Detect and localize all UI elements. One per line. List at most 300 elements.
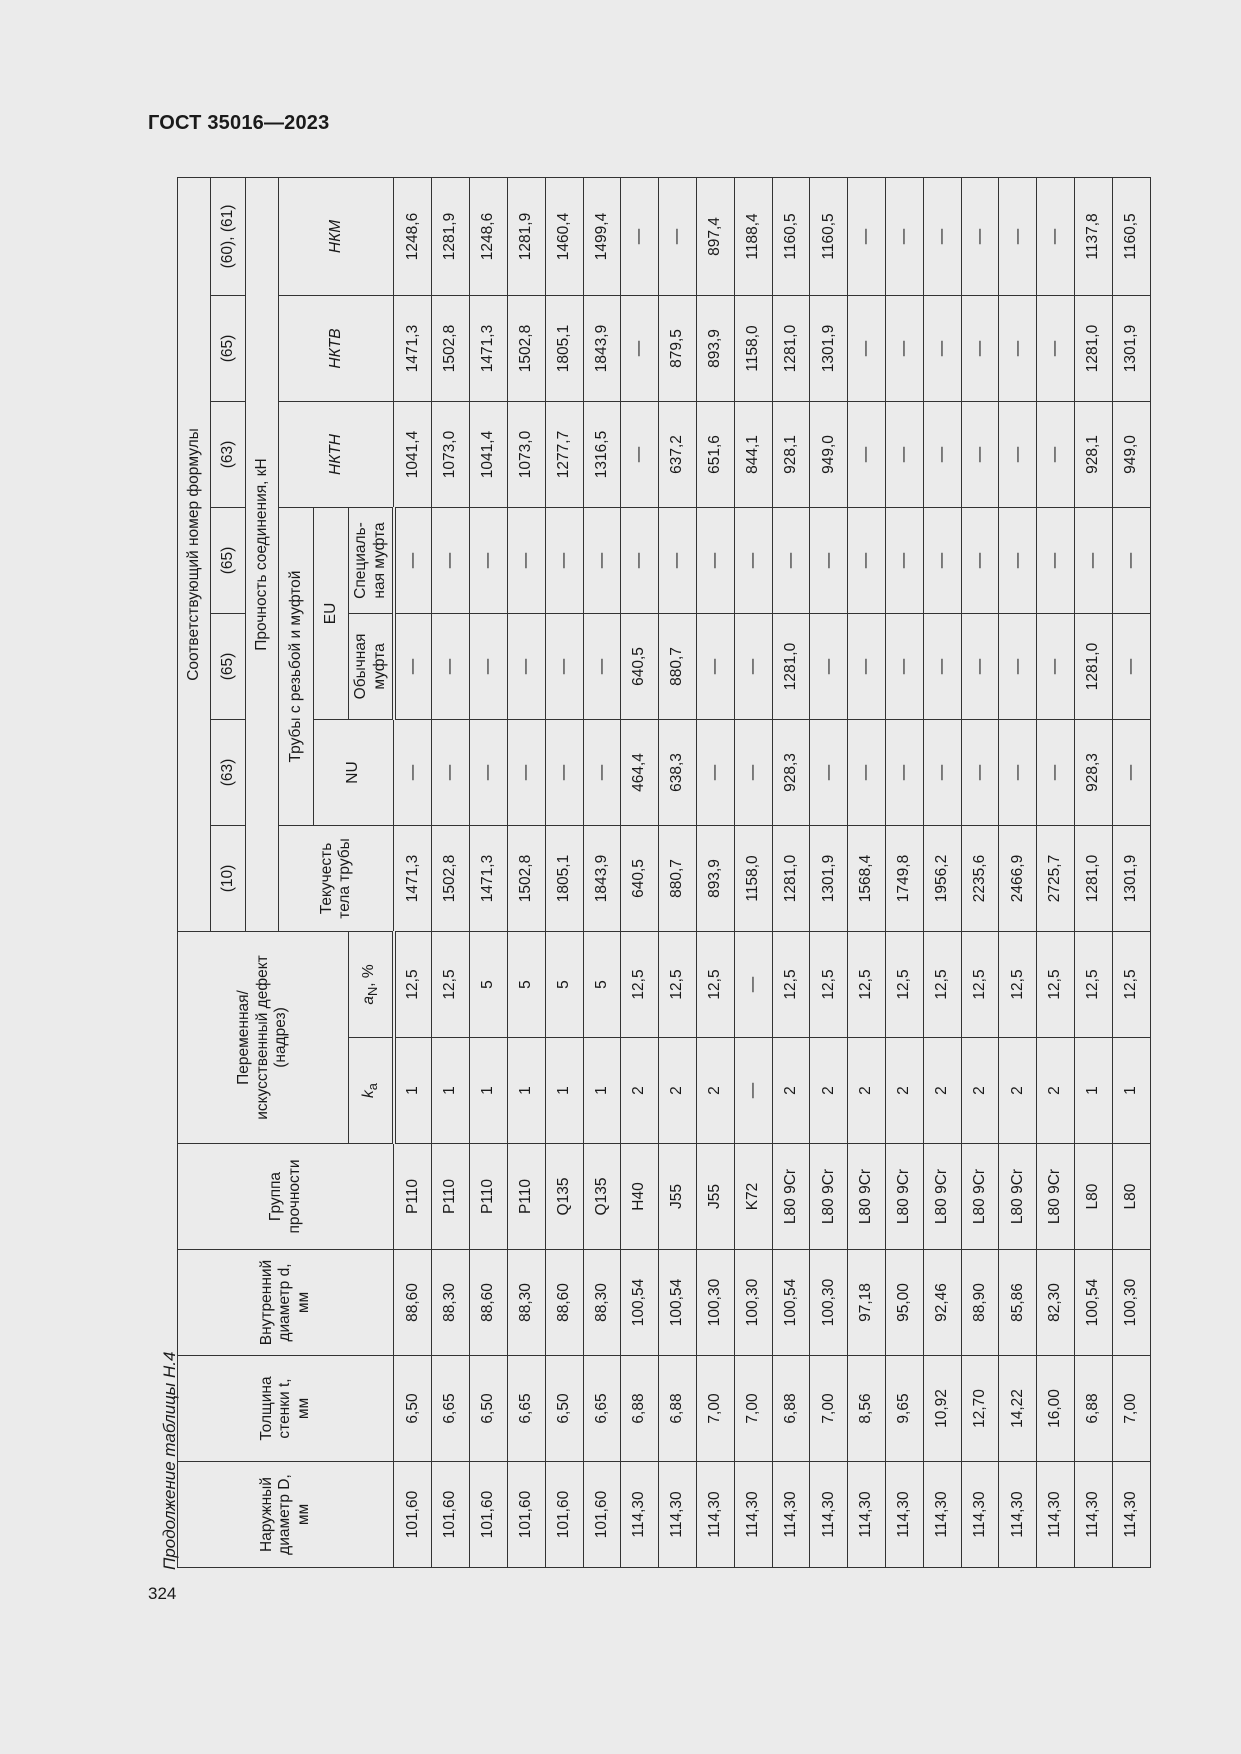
- table-cell: 7,00: [1112, 1356, 1150, 1462]
- table-cell: 1281,0: [1075, 613, 1113, 719]
- table-cell: —: [470, 719, 508, 825]
- table-cell: 651,6: [696, 401, 734, 507]
- table-cell: —: [848, 401, 886, 507]
- table-cell: 1502,8: [507, 825, 545, 931]
- table-cell: 6,88: [621, 1356, 659, 1462]
- table-cell: 1281,0: [772, 825, 810, 931]
- table-cell: —: [886, 507, 924, 613]
- table-cell: —: [734, 613, 772, 719]
- table-cell: 1301,9: [810, 825, 848, 931]
- table-cell: —: [772, 507, 810, 613]
- table-cell: 1502,8: [432, 825, 470, 931]
- table-cell: 6,65: [432, 1356, 470, 1462]
- page-number: 324: [148, 1584, 177, 1603]
- table-cell: —: [734, 507, 772, 613]
- table-cell: —: [886, 719, 924, 825]
- table-cell: 88,60: [394, 1250, 432, 1356]
- table-cell: 1073,0: [507, 401, 545, 507]
- table-cell: 1: [432, 1038, 470, 1144]
- table-cell: 1158,0: [734, 825, 772, 931]
- table-cell: —: [432, 613, 470, 719]
- table-cell: 100,54: [659, 1250, 697, 1356]
- table-cell: —: [621, 295, 659, 401]
- table-cell: 12,5: [848, 931, 886, 1037]
- table-cell: 114,30: [734, 1462, 772, 1568]
- table-cell: 1158,0: [734, 295, 772, 401]
- table-cell: 897,4: [696, 177, 734, 295]
- table-cell: 1: [545, 1038, 583, 1144]
- table-cell: —: [1112, 507, 1150, 613]
- table-cell: 880,7: [659, 825, 697, 931]
- table-cell: —: [999, 719, 1037, 825]
- table-cell: 114,30: [923, 1462, 961, 1568]
- table-cell: 100,30: [734, 1250, 772, 1356]
- table-cell: 1: [394, 1038, 432, 1144]
- table-cell: 85,86: [999, 1250, 1037, 1356]
- table-cell: —: [1112, 613, 1150, 719]
- table-cell: —: [848, 719, 886, 825]
- table-cell: 6,88: [772, 1356, 810, 1462]
- table-cell: —: [696, 719, 734, 825]
- table-cell: 12,5: [999, 931, 1037, 1037]
- table-cell: 100,54: [1075, 1250, 1113, 1356]
- table-cell: —: [470, 507, 508, 613]
- table-cell: 97,18: [848, 1250, 886, 1356]
- table-cell: —: [923, 613, 961, 719]
- table-cell: 95,00: [886, 1250, 924, 1356]
- table-cell: 12,5: [886, 931, 924, 1037]
- table-cell: J55: [659, 1144, 697, 1250]
- table-cell: 6,50: [545, 1356, 583, 1462]
- table-row: [507, 177, 545, 1567]
- table-cell: 101,60: [394, 1462, 432, 1568]
- table-cell: 114,30: [659, 1462, 697, 1568]
- table-cell: 88,30: [507, 1250, 545, 1356]
- table-cell: 1568,4: [848, 825, 886, 931]
- table-cell: 114,30: [886, 1462, 924, 1568]
- table-cell: —: [621, 507, 659, 613]
- table-cell: 114,30: [1075, 1462, 1113, 1568]
- table-cell: —: [470, 613, 508, 719]
- table-cell: —: [923, 295, 961, 401]
- table-cell: 114,30: [1112, 1462, 1150, 1568]
- rotated-table-wrapper: [177, 178, 1151, 1568]
- table-cell: 640,5: [621, 613, 659, 719]
- table-cell: 1805,1: [545, 295, 583, 401]
- table-cell: 114,30: [810, 1462, 848, 1568]
- table-cell: 12,5: [621, 931, 659, 1037]
- table-cell: 88,60: [470, 1250, 508, 1356]
- table-cell: 12,5: [923, 931, 961, 1037]
- table-cell: —: [583, 719, 621, 825]
- header-joint-strength: Прочность соединения, кН: [246, 177, 279, 931]
- table-cell: 114,30: [848, 1462, 886, 1568]
- table-cell: 5: [545, 931, 583, 1037]
- table-cell: —: [1037, 613, 1075, 719]
- table-cell: 879,5: [659, 295, 697, 401]
- table-row: [1037, 177, 1075, 1567]
- header-ka: $k_a$: [349, 1038, 394, 1144]
- table-cell: —: [621, 401, 659, 507]
- table-cell: —: [961, 401, 999, 507]
- table-cell: 114,30: [772, 1462, 810, 1568]
- table-cell: —: [394, 613, 432, 719]
- table-cell: 12,5: [1037, 931, 1075, 1037]
- table-cell: —: [848, 613, 886, 719]
- table-cell: L80 9Cr: [848, 1144, 886, 1250]
- table-cell: 1281,9: [507, 177, 545, 295]
- table-cell: —: [810, 507, 848, 613]
- table-cell: 92,46: [923, 1250, 961, 1356]
- table-row: [696, 177, 734, 1567]
- header-row-1: [178, 177, 211, 1567]
- table-cell: 12,5: [659, 931, 697, 1037]
- table-cell: —: [696, 613, 734, 719]
- table-cell: —: [583, 507, 621, 613]
- table-cell: L80 9Cr: [961, 1144, 999, 1250]
- table-cell: 638,3: [659, 719, 697, 825]
- table-cell: —: [1037, 401, 1075, 507]
- table-cell: 1805,1: [545, 825, 583, 931]
- table-cell: P110: [470, 1144, 508, 1250]
- table-cell: 7,00: [734, 1356, 772, 1462]
- data-table: [177, 177, 1151, 1568]
- table-cell: 2: [923, 1038, 961, 1144]
- table-cell: —: [810, 719, 848, 825]
- table-cell: 928,3: [1075, 719, 1113, 825]
- table-row: [659, 177, 697, 1567]
- table-cell: 464,4: [621, 719, 659, 825]
- table-cell: 6,50: [470, 1356, 508, 1462]
- header-strength-group: Группа прочности: [178, 1144, 394, 1250]
- table-cell: —: [961, 507, 999, 613]
- table-cell: 12,70: [961, 1356, 999, 1462]
- table-cell: L80: [1112, 1144, 1150, 1250]
- table-cell: 1471,3: [394, 825, 432, 931]
- table-cell: 88,30: [432, 1250, 470, 1356]
- table-cell: —: [1037, 719, 1075, 825]
- table-cell: 8,56: [848, 1356, 886, 1462]
- table-cell: 88,60: [545, 1250, 583, 1356]
- table-row: [545, 177, 583, 1567]
- table-cell: —: [886, 295, 924, 401]
- table-cell: 2: [696, 1038, 734, 1144]
- table-cell: 893,9: [696, 825, 734, 931]
- header-regular-coupling: Обычная муфта: [349, 613, 394, 719]
- table-cell: 1277,7: [545, 401, 583, 507]
- table-cell: —: [886, 401, 924, 507]
- table-cell: P110: [507, 1144, 545, 1250]
- table-cell: —: [848, 507, 886, 613]
- table-cell: 101,60: [470, 1462, 508, 1568]
- table-cell: —: [507, 719, 545, 825]
- table-cell: L80 9Cr: [772, 1144, 810, 1250]
- table-cell: 12,5: [810, 931, 848, 1037]
- table-cell: P110: [432, 1144, 470, 1250]
- table-cell: 100,54: [621, 1250, 659, 1356]
- table-cell: 6,65: [583, 1356, 621, 1462]
- table-cell: 12,5: [1075, 931, 1113, 1037]
- table-cell: —: [1075, 507, 1113, 613]
- table-row: [772, 177, 810, 1567]
- table-cell: 101,60: [432, 1462, 470, 1568]
- table-row: [886, 177, 924, 1567]
- table-cell: —: [545, 613, 583, 719]
- table-cell: —: [659, 177, 697, 295]
- table-cell: 101,60: [545, 1462, 583, 1568]
- table-cell: 2: [886, 1038, 924, 1144]
- table-cell: 2: [659, 1038, 697, 1144]
- table-cell: —: [1037, 177, 1075, 295]
- table-cell: 1: [470, 1038, 508, 1144]
- table-cell: 5: [583, 931, 621, 1037]
- table-cell: 1281,9: [432, 177, 470, 295]
- table-cell: 5: [507, 931, 545, 1037]
- table-cell: 1: [1075, 1038, 1113, 1144]
- table-cell: 1281,0: [772, 295, 810, 401]
- table-cell: 114,30: [1037, 1462, 1075, 1568]
- table-cell: 1301,9: [1112, 295, 1150, 401]
- table-row: [810, 177, 848, 1567]
- formula-ref-5: (63): [210, 401, 245, 507]
- table-cell: —: [923, 719, 961, 825]
- table-cell: 1281,0: [1075, 295, 1113, 401]
- table-cell: 1: [1112, 1038, 1150, 1144]
- formula-ref-6: (65): [210, 295, 245, 401]
- table-cell: 100,30: [696, 1250, 734, 1356]
- table-cell: 16,00: [1037, 1356, 1075, 1462]
- table-cell: —: [507, 613, 545, 719]
- table-row: [961, 177, 999, 1567]
- table-cell: —: [886, 177, 924, 295]
- header-threaded-coupled: Трубы с резьбой и муфтой: [279, 507, 314, 825]
- table-cell: —: [886, 613, 924, 719]
- table-cell: —: [432, 507, 470, 613]
- table-cell: 88,90: [961, 1250, 999, 1356]
- table-cell: —: [734, 931, 772, 1037]
- table-cell: 640,5: [621, 825, 659, 931]
- table-cell: 844,1: [734, 401, 772, 507]
- table-cell: 114,30: [621, 1462, 659, 1568]
- table-cell: Q135: [545, 1144, 583, 1250]
- table-cell: 6,50: [394, 1356, 432, 1462]
- table-cell: 928,1: [1075, 401, 1113, 507]
- table-cell: 1: [583, 1038, 621, 1144]
- table-row: [999, 177, 1037, 1567]
- table-cell: 1843,9: [583, 825, 621, 931]
- table-cell: 1: [507, 1038, 545, 1144]
- table-cell: L80: [1075, 1144, 1113, 1250]
- table-cell: L80 9Cr: [1037, 1144, 1075, 1250]
- table-row: [621, 177, 659, 1567]
- header-body-yield: Текучесть тела трубы: [279, 825, 394, 931]
- header-defect: Переменная/ искусственный дефект (надрез): [178, 931, 349, 1143]
- table-cell: 2725,7: [1037, 825, 1075, 931]
- table-cell: 114,30: [696, 1462, 734, 1568]
- table-cell: —: [999, 177, 1037, 295]
- table-cell: —: [848, 177, 886, 295]
- header-inner-diameter: Внутренний диаметр d, мм: [178, 1250, 394, 1356]
- table-cell: —: [999, 295, 1037, 401]
- table-cell: 12,5: [1112, 931, 1150, 1037]
- table-cell: L80 9Cr: [886, 1144, 924, 1250]
- table-cell: —: [1037, 507, 1075, 613]
- table-cell: —: [696, 507, 734, 613]
- table-cell: —: [923, 507, 961, 613]
- table-cell: 1471,3: [394, 295, 432, 401]
- table-cell: 1301,9: [810, 295, 848, 401]
- document-header: ГОСТ 35016—2023: [148, 112, 330, 134]
- table-cell: 1460,4: [545, 177, 583, 295]
- table-row: [848, 177, 886, 1567]
- table-cell: —: [961, 295, 999, 401]
- table-cell: 12,5: [961, 931, 999, 1037]
- table-row: [1112, 177, 1150, 1567]
- table-cell: —: [583, 613, 621, 719]
- table-cell: 893,9: [696, 295, 734, 401]
- table-cell: 2: [772, 1038, 810, 1144]
- table-cell: 114,30: [961, 1462, 999, 1568]
- table-cell: 10,92: [923, 1356, 961, 1462]
- table-cell: 100,30: [1112, 1250, 1150, 1356]
- table-cell: 6,88: [1075, 1356, 1113, 1462]
- table-cell: —: [659, 507, 697, 613]
- formula-ref-7: (60), (61): [210, 177, 245, 295]
- table-cell: 2: [848, 1038, 886, 1144]
- table-cell: 2: [999, 1038, 1037, 1144]
- table-cell: 82,30: [1037, 1250, 1075, 1356]
- table-cell: —: [545, 719, 583, 825]
- table-cell: 100,30: [810, 1250, 848, 1356]
- table-cell: 928,3: [772, 719, 810, 825]
- table-cell: 1301,9: [1112, 825, 1150, 931]
- table-cell: 637,2: [659, 401, 697, 507]
- table-cell: 1137,8: [1075, 177, 1113, 295]
- table-cell: 101,60: [583, 1462, 621, 1568]
- table-cell: 1471,3: [470, 825, 508, 931]
- table-cell: 2: [621, 1038, 659, 1144]
- table-cell: Q135: [583, 1144, 621, 1250]
- table-cell: —: [1112, 719, 1150, 825]
- formula-ref-3: (65): [210, 613, 245, 719]
- table-cell: —: [734, 1038, 772, 1144]
- table-cell: 7,00: [810, 1356, 848, 1462]
- table-cell: —: [507, 507, 545, 613]
- table-cell: —: [961, 719, 999, 825]
- table-cell: 2: [810, 1038, 848, 1144]
- table-cell: 949,0: [810, 401, 848, 507]
- table-cell: H40: [621, 1144, 659, 1250]
- table-cell: K72: [734, 1144, 772, 1250]
- table-cell: 1041,4: [394, 401, 432, 507]
- table-cell: 12,5: [432, 931, 470, 1037]
- table-cell: 12,5: [394, 931, 432, 1037]
- table-cell: —: [961, 177, 999, 295]
- table-cell: —: [999, 613, 1037, 719]
- table-cell: —: [848, 295, 886, 401]
- table-cell: 100,54: [772, 1250, 810, 1356]
- table-cell: 88,30: [583, 1250, 621, 1356]
- header-outer-diameter: Наружный диаметр D, мм: [178, 1462, 394, 1568]
- table-cell: 101,60: [507, 1462, 545, 1568]
- table-cell: 1956,2: [923, 825, 961, 931]
- table-cell: 1248,6: [470, 177, 508, 295]
- table-cell: 1041,4: [470, 401, 508, 507]
- table-cell: 1281,0: [1075, 825, 1113, 931]
- table-cell: 14,22: [999, 1356, 1037, 1462]
- formula-ref-2: (63): [210, 719, 245, 825]
- table-cell: L80 9Cr: [810, 1144, 848, 1250]
- table-cell: 12,5: [772, 931, 810, 1037]
- table-cell: 880,7: [659, 613, 697, 719]
- table-row: [1075, 177, 1113, 1567]
- table-cell: 12,5: [696, 931, 734, 1037]
- table-cell: 1073,0: [432, 401, 470, 507]
- table-cell: 1160,5: [772, 177, 810, 295]
- table-caption: Продолжение таблицы Н.4: [160, 1351, 179, 1570]
- table-cell: 2235,6: [961, 825, 999, 931]
- formula-ref-4: (65): [210, 507, 245, 613]
- table-cell: 7,00: [696, 1356, 734, 1462]
- table-cell: 1471,3: [470, 295, 508, 401]
- table-cell: —: [621, 177, 659, 295]
- table-cell: L80 9Cr: [999, 1144, 1037, 1250]
- table-cell: 2: [1037, 1038, 1075, 1144]
- table-cell: 6,88: [659, 1356, 697, 1462]
- table-cell: 1316,5: [583, 401, 621, 507]
- header-nktv: НКТВ: [279, 295, 394, 401]
- table-cell: 1502,8: [432, 295, 470, 401]
- table-row: [923, 177, 961, 1567]
- table-cell: 6,65: [507, 1356, 545, 1462]
- table-row: [432, 177, 470, 1567]
- table-row: [583, 177, 621, 1567]
- table-cell: —: [545, 507, 583, 613]
- table-cell: —: [394, 719, 432, 825]
- header-special-coupling: Специаль- ная муфта: [349, 507, 394, 613]
- table-cell: 1749,8: [886, 825, 924, 931]
- table-cell: 9,65: [886, 1356, 924, 1462]
- header-an: $a_N$, %: [349, 931, 394, 1037]
- table-cell: 5: [470, 931, 508, 1037]
- table-cell: L80 9Cr: [923, 1144, 961, 1250]
- table-cell: 1160,5: [810, 177, 848, 295]
- table-cell: 2466,9: [999, 825, 1037, 931]
- header-eu: EU: [314, 507, 349, 719]
- header-wall-thickness: Толщина стенки t, мм: [178, 1356, 394, 1462]
- formula-ref-1: (10): [210, 825, 245, 931]
- table-cell: 114,30: [999, 1462, 1037, 1568]
- table-cell: J55: [696, 1144, 734, 1250]
- table-cell: —: [432, 719, 470, 825]
- header-nktn: НКТН: [279, 401, 394, 507]
- header-nkm: НКМ: [279, 177, 394, 295]
- table-cell: —: [923, 401, 961, 507]
- table-cell: —: [1037, 295, 1075, 401]
- table-cell: 949,0: [1112, 401, 1150, 507]
- table-cell: 1160,5: [1112, 177, 1150, 295]
- table-cell: —: [961, 613, 999, 719]
- table-cell: —: [394, 507, 432, 613]
- table-cell: —: [999, 507, 1037, 613]
- table-cell: —: [734, 719, 772, 825]
- table-cell: 1502,8: [507, 295, 545, 401]
- table-cell: —: [810, 613, 848, 719]
- table-cell: 2: [961, 1038, 999, 1144]
- table-cell: 1281,0: [772, 613, 810, 719]
- table-cell: 1248,6: [394, 177, 432, 295]
- table-cell: P110: [394, 1144, 432, 1250]
